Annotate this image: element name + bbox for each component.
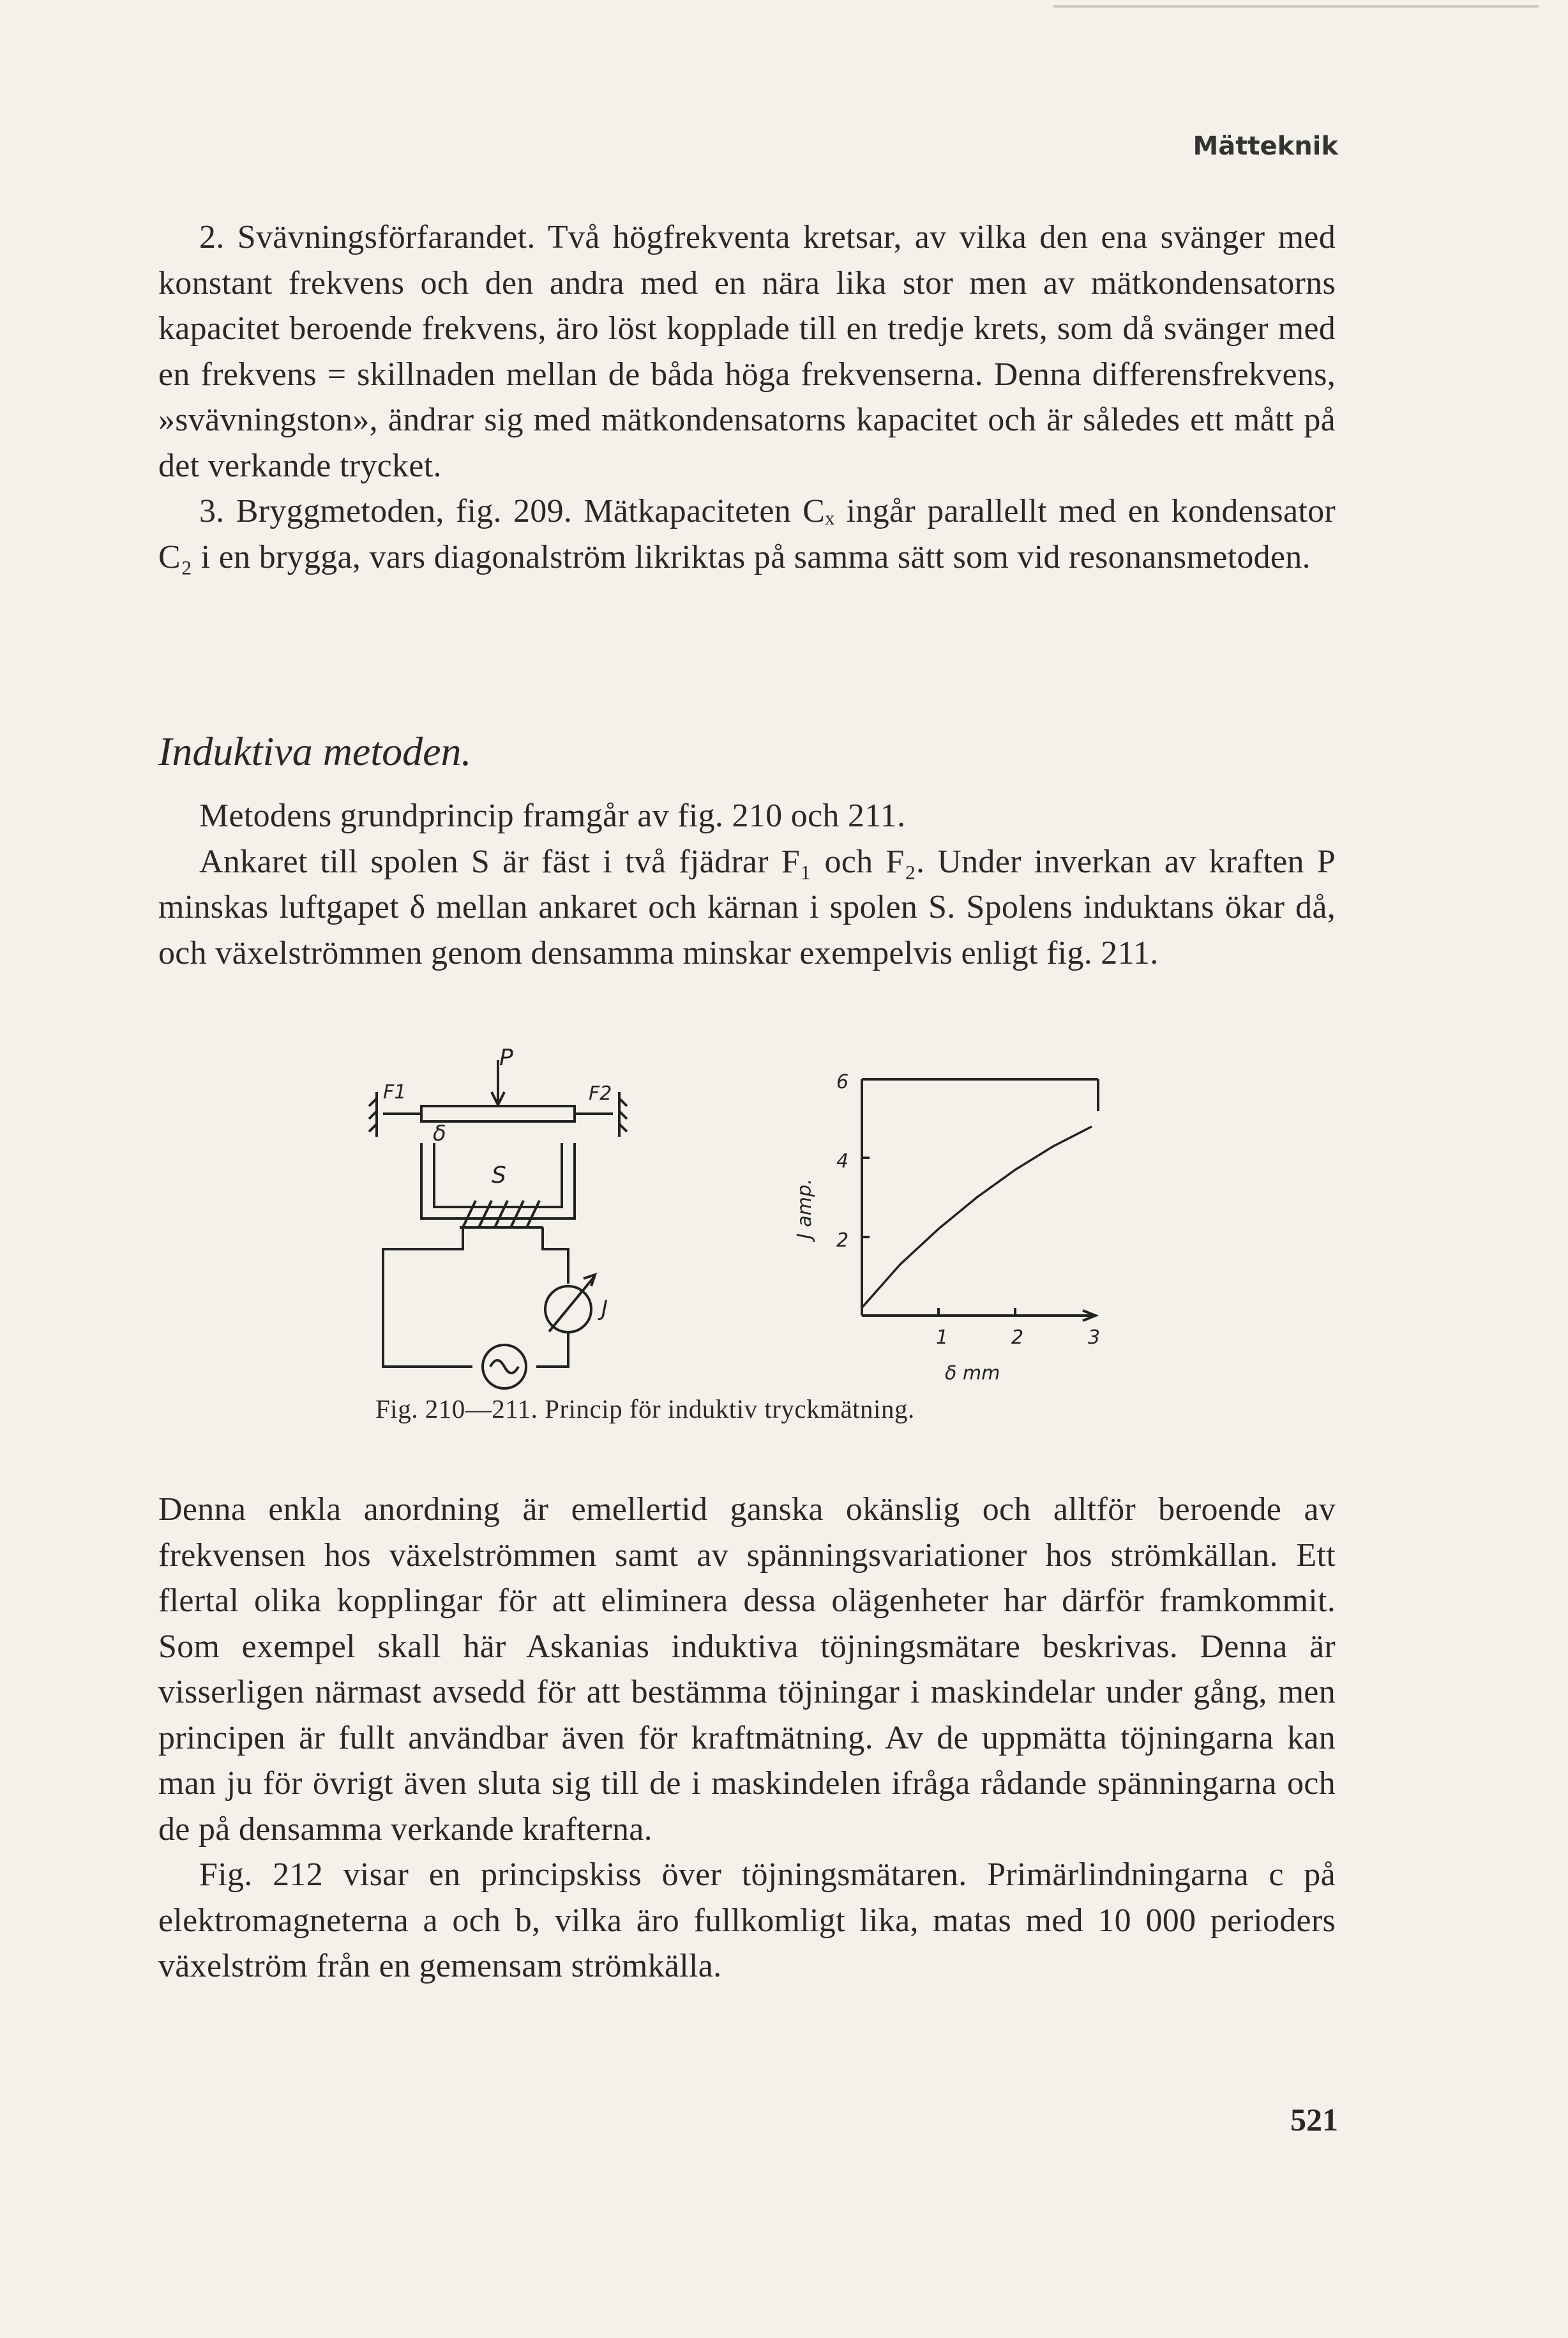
label-spring1: F1 [383, 1081, 407, 1104]
label-coil: S [492, 1162, 506, 1188]
text-block-askania [158, 1487, 1336, 1989]
figure-210-circuit [358, 1047, 677, 1405]
label-spring2: F2 [589, 1082, 612, 1105]
ytick-4: 4 [836, 1150, 849, 1173]
paragraph-fig212: Fig. 212 visar en principskiss över töjningsmätaren. Primärlindningarna c på elektromagneterna a och b, vilka äro fullkomligt lika, matas med 10 000 perioders växelström från en gemensam strömkälla. [158, 1856, 1336, 1984]
xtick-2: 2 [1011, 1326, 1024, 1349]
text-block-inductive [158, 793, 1336, 976]
paragraph-ankaret: Ankaret till spolen S är fäst i två fjädrar F₁ och F₂. Under inverkan av kraften P minskas luftgapet δ mellan ankaret och kärnan i spolen S. Spolens induktans ökar då, och växelströmmen genom densamma minskar exempelvis enligt fig. 211. [158, 843, 1336, 971]
x-axis-label: δ mm [945, 1362, 1000, 1385]
label-ammeter: J [601, 1296, 608, 1321]
section-heading: Induktiva metoden. [158, 729, 472, 774]
series-line [862, 1127, 1092, 1308]
label-force: P [499, 1047, 513, 1071]
paragraph-brygg: 3. Bryggmetoden, fig. 209. Mätkapaciteten Cₓ ingår parallellt med en kondensator C₂ i en brygga, vars diagonalström likriktas på samma sätt som vid resonansmetoden. [158, 493, 1336, 575]
figure-caption: Fig. 210—211. Princip för induktiv tryckmätning. [375, 1394, 915, 1423]
text-block-methods [158, 215, 1336, 580]
paragraph-denna: Denna enkla anordning är emellertid ganska okänslig och alltför beroende av frekvensen hos växelströmmen samt av spänningsvariationer hos strömkällan. Ett flertal olika kopplingar för att eliminera dessa olägenheter har därför framkommit. Som exempel skall här Askanias induktiva töjningsmätare beskrivas. Denna är visserligen närmast avsedd för att bestämma töjningar i maskindelar under gång, men principen är fullt användbar även för kraftmätning. Av de uppmätta töjningarna kan man ju för övrigt även sluta sig till de i maskindelen ifråga rådande spänningarna och de på densamma verkande krafterna. [158, 1491, 1336, 1848]
ytick-6: 6 [836, 1071, 849, 1093]
xtick-3: 3 [1088, 1326, 1101, 1349]
running-header: Mätteknik [1193, 132, 1338, 161]
paragraph-svavning: 2. Svävningsförfarandet. Två högfrekventa kretsar, av vilka den ena svänger med konstant frekvens och den andra med en nära lika stor men av mätkondensatorns kapacitet beroende frekvens, äro löst kopplade till en tredje krets, som då svänger med en frekvens = skillnaden mellan de båda höga frekvenserna. Denna differensfrekvens, »svävningston», ändrar sig med mätkondensatorns kapacitet och är således ett mått på det verkande trycket. [158, 219, 1336, 484]
armature [421, 1106, 575, 1121]
page-number: 521 [1290, 2102, 1338, 2137]
paragraph-principle: Metodens grundprincip framgår av fig. 210 och 211. [199, 798, 906, 834]
scan-edge-line [1053, 5, 1539, 8]
y-axis-label: J amp. [794, 1178, 816, 1239]
xtick-1: 1 [936, 1326, 949, 1349]
label-gap: δ [433, 1121, 446, 1146]
figure-211-chart [785, 1060, 1117, 1392]
ytick-2: 2 [836, 1229, 849, 1252]
